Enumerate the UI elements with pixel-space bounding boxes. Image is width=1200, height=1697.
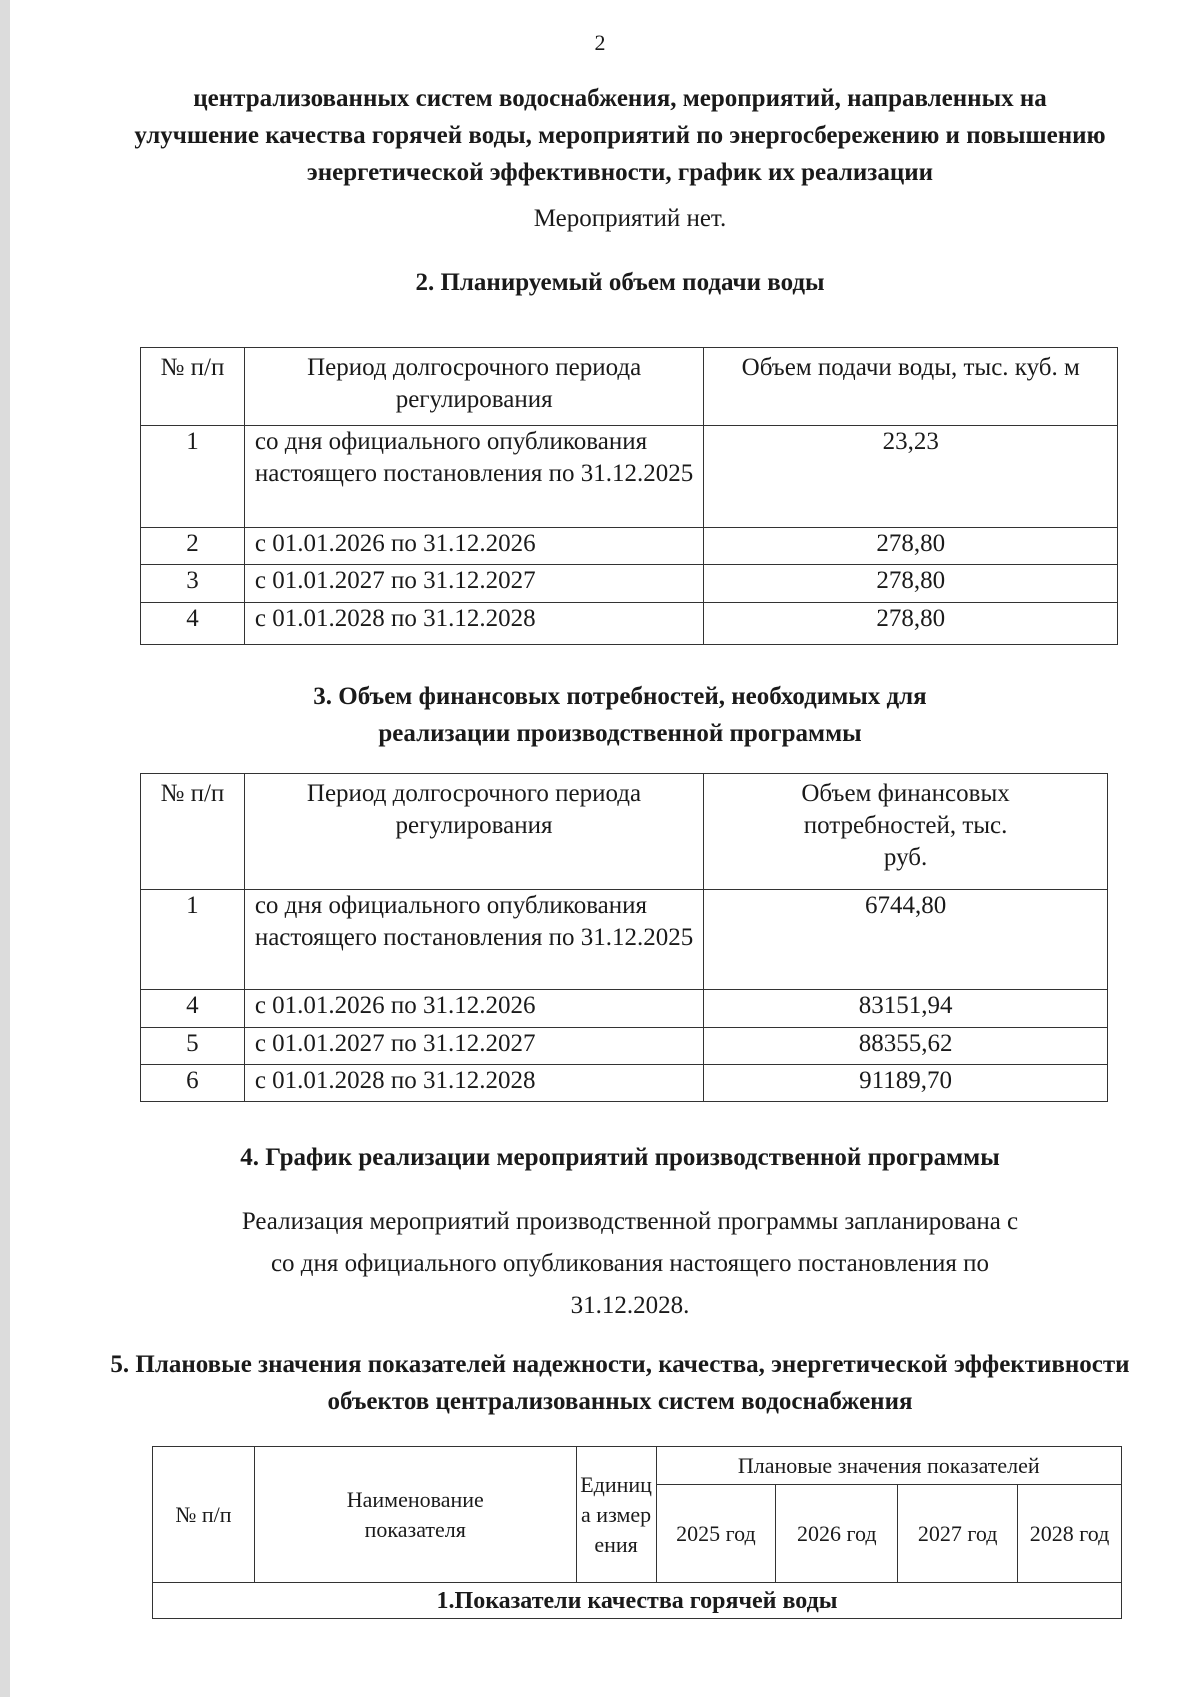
row-period: со дня официального опубликования настоящего постановления по 31.12.2025 <box>244 890 703 990</box>
row-period: с 01.01.2027 по 31.12.2027 <box>244 565 704 603</box>
row-num: 1 <box>141 426 245 528</box>
water-supply-table <box>140 347 1118 645</box>
table-group-row <box>153 1583 1122 1619</box>
table-row <box>141 565 1118 603</box>
col-header-year: 2027 год <box>898 1485 1018 1583</box>
row-period: с 01.01.2028 по 31.12.2028 <box>244 603 704 645</box>
col-header-num: № п/п <box>141 348 245 426</box>
indicators-table <box>152 1446 1122 1619</box>
row-value: 83151,94 <box>704 990 1108 1028</box>
table-row <box>141 890 1108 990</box>
row-num: 2 <box>141 528 245 565</box>
row-value: 278,80 <box>704 603 1118 645</box>
row-num: 1 <box>141 890 245 990</box>
col-header-unit: Единица измерения <box>576 1447 656 1583</box>
row-period: со дня официального опубликования настоящего постановления по 31.12.2025 <box>244 426 704 528</box>
intro-heading: централизованных систем водоснабжения, мероприятий, направленных на улучшение качества горячей воды, мероприятий по энергосбережению и повышению энергетической эффективности, график их реализации <box>134 85 1106 186</box>
row-num: 6 <box>141 1065 245 1102</box>
page-number: 2 <box>594 30 606 55</box>
section2-title: 2. Планируемый объем подачи воды <box>415 269 825 296</box>
row-period: с 01.01.2026 по 31.12.2026 <box>244 990 703 1028</box>
section3-title: 3. Объем финансовых потребностей, необходимых для реализации производственной программы <box>313 683 927 747</box>
table-row <box>141 990 1108 1028</box>
section4-title: 4. График реализации мероприятий производственной программы <box>240 1144 1000 1171</box>
col-header-year: 2028 год <box>1018 1485 1122 1583</box>
table-row <box>141 426 1118 528</box>
row-num: 4 <box>141 603 245 645</box>
row-value: 88355,62 <box>704 1028 1108 1065</box>
row-period: с 01.01.2028 по 31.12.2028 <box>244 1065 703 1102</box>
row-period: с 01.01.2027 по 31.12.2027 <box>244 1028 703 1065</box>
table-header-row <box>141 774 1108 890</box>
col-header-num: № п/п <box>141 774 245 890</box>
group-label: 1.Показатели качества горячей воды <box>153 1583 1122 1619</box>
table-row <box>141 1028 1108 1065</box>
col-header-finance: Объем финансовых потребностей, тыс. руб. <box>704 774 1108 890</box>
row-value: 6744,80 <box>704 890 1108 990</box>
scan-edge <box>0 0 10 1697</box>
col-header-plan: Плановые значения показателей <box>656 1447 1121 1485</box>
row-value: 278,80 <box>704 528 1118 565</box>
row-num: 5 <box>141 1028 245 1065</box>
table-row <box>141 603 1118 645</box>
row-value: 91189,70 <box>704 1065 1108 1102</box>
table-header-row <box>141 348 1118 426</box>
row-value: 278,80 <box>704 565 1118 603</box>
section5-title: 5. Плановые значения показателей надежности, качества, энергетической эффективности объектов централизованных систем водоснабжения <box>110 1351 1130 1415</box>
col-header-period: Период долгосрочного периода регулирования <box>244 348 704 426</box>
table-row <box>141 528 1118 565</box>
section4-text: Реализация мероприятий производственной программы запланирована с со дня официального опубликования настоящего постановления по 31.12.2028. <box>241 1208 1019 1319</box>
col-header-num: № п/п <box>153 1447 255 1583</box>
row-num: 4 <box>141 990 245 1028</box>
col-header-name: Наименование показателя <box>254 1447 576 1583</box>
col-header-year: 2026 год <box>776 1485 898 1583</box>
table-header-row <box>153 1447 1122 1485</box>
row-period: с 01.01.2026 по 31.12.2026 <box>244 528 704 565</box>
row-value: 23,23 <box>704 426 1118 528</box>
row-num: 3 <box>141 565 245 603</box>
financial-needs-table <box>140 773 1108 1102</box>
intro-text: Мероприятий нет. <box>533 205 727 232</box>
table-row <box>141 1065 1108 1102</box>
col-header-period: Период долгосрочного периода регулирования <box>244 774 703 890</box>
col-header-year: 2025 год <box>656 1485 776 1583</box>
col-header-volume: Объем подачи воды, тыс. куб. м <box>704 348 1118 426</box>
